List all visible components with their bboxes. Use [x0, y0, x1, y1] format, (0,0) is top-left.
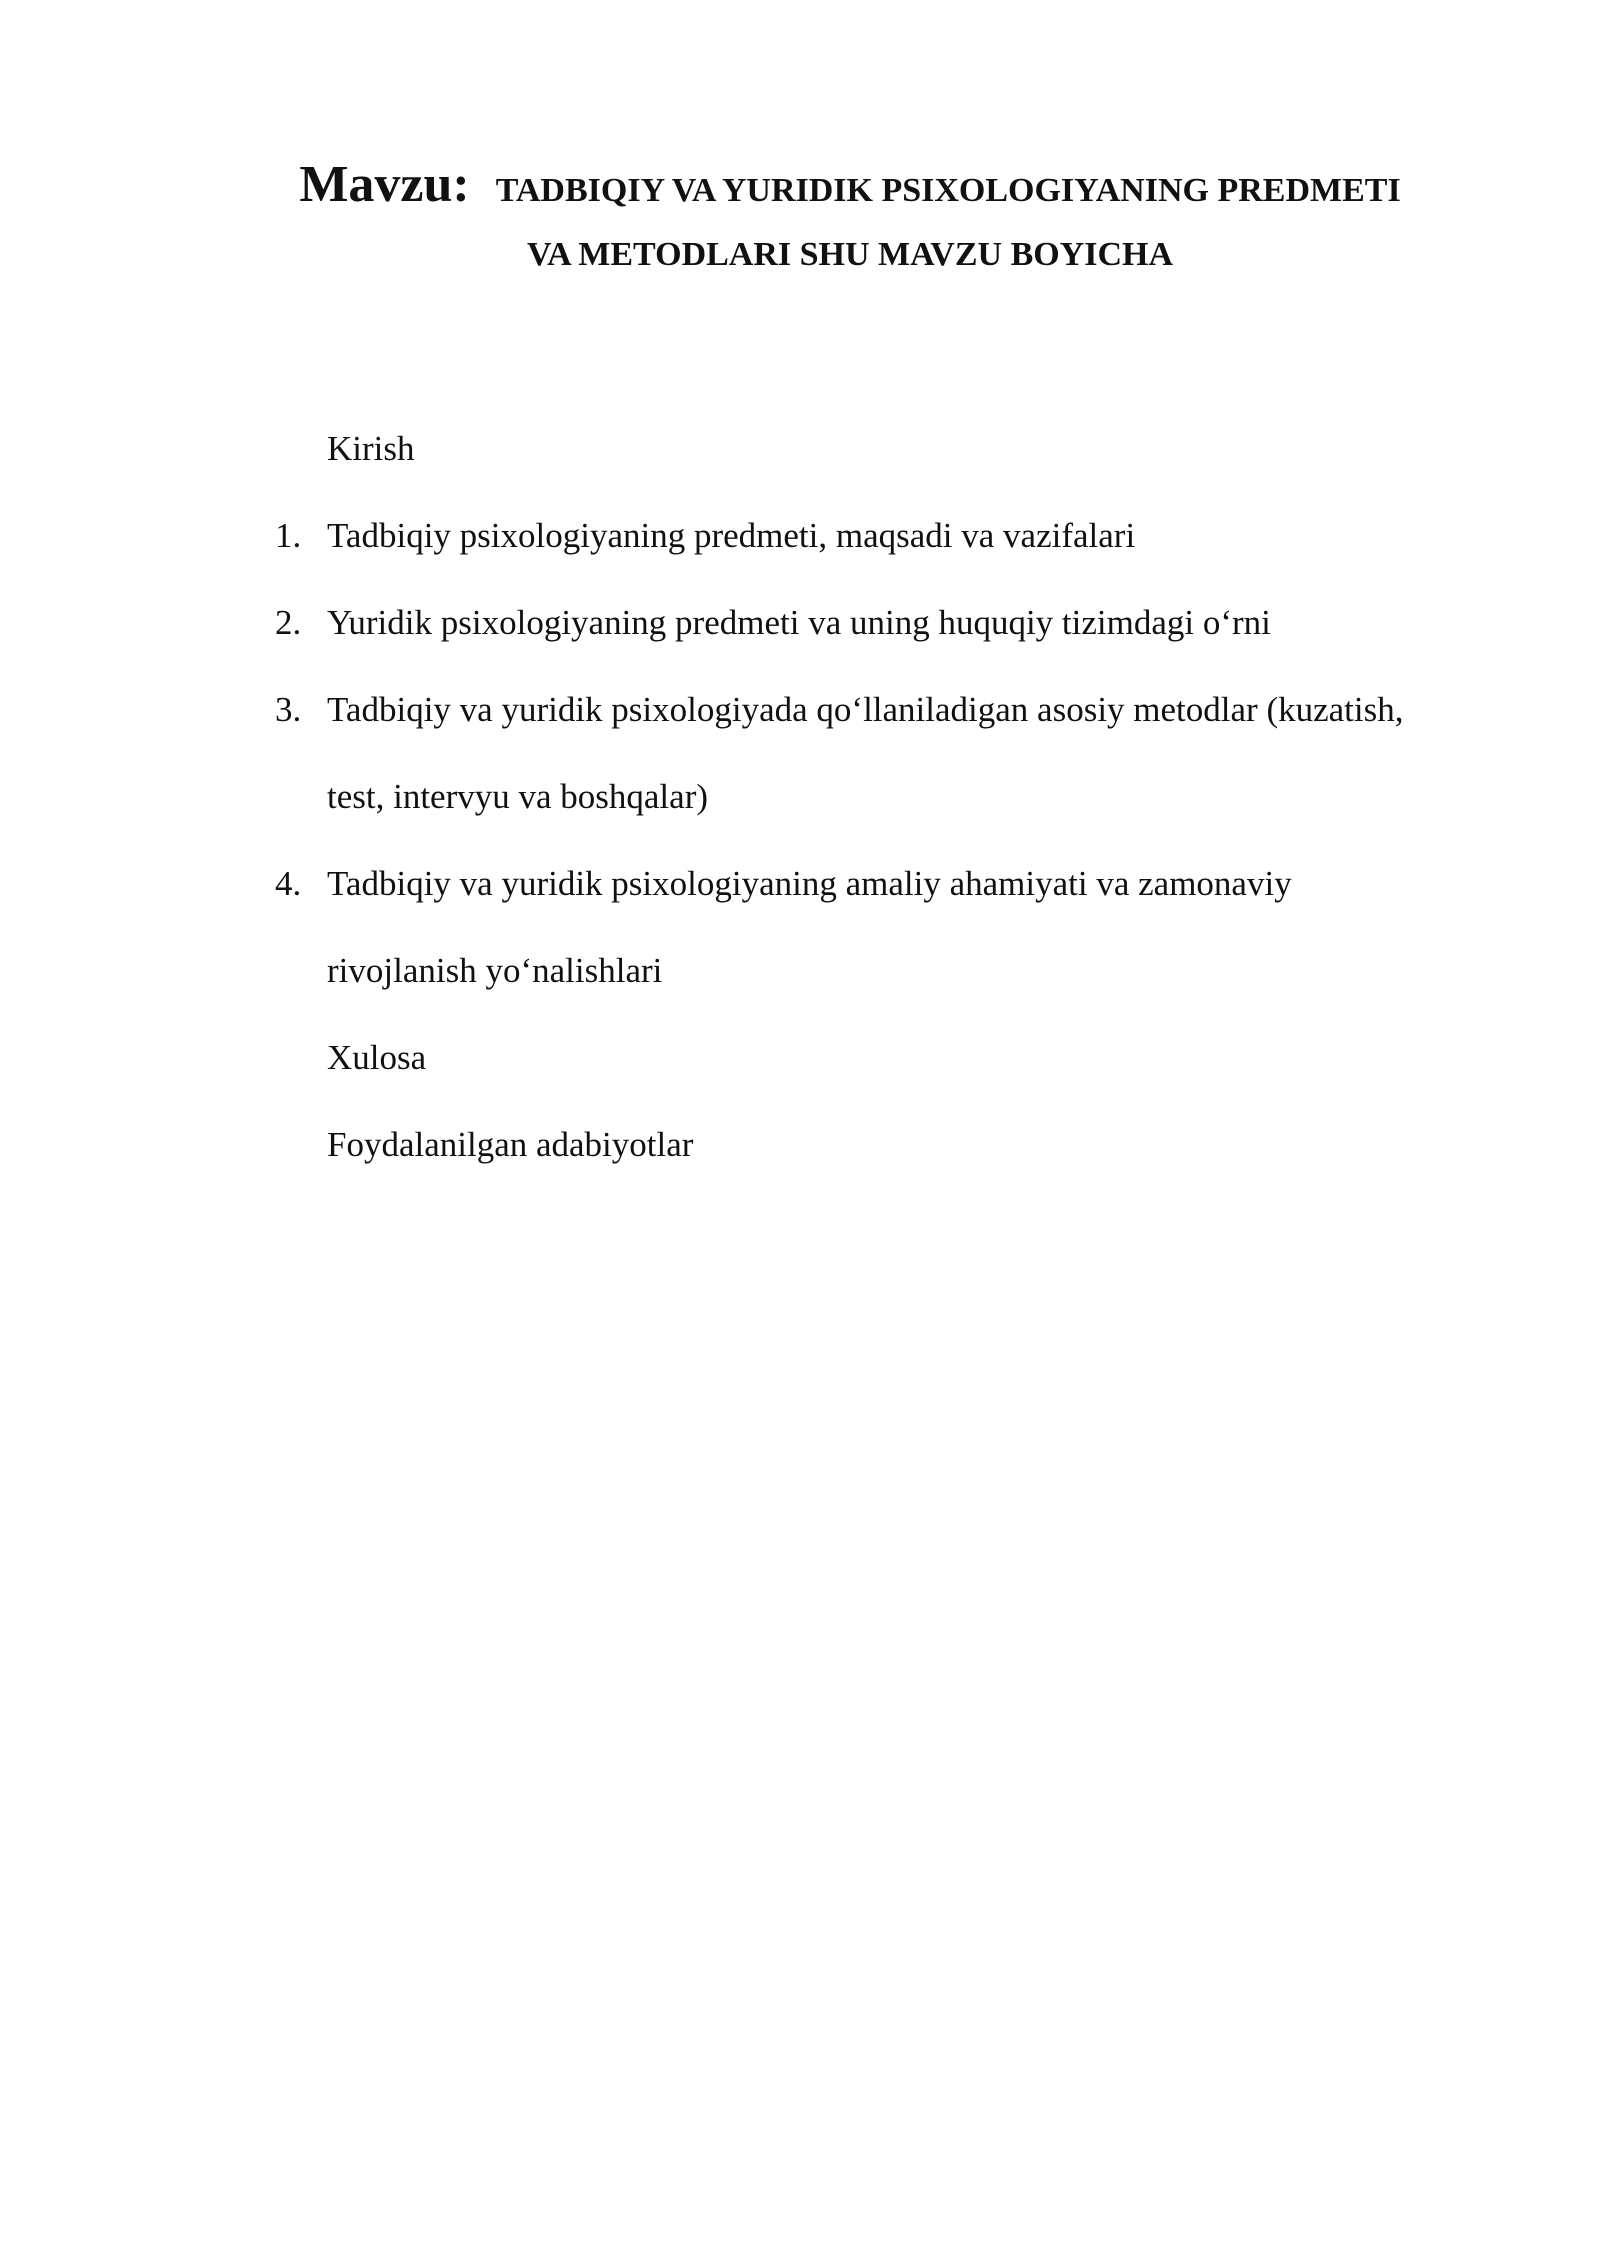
toc-item-number: 4. — [275, 864, 302, 903]
title-block — [200, 150, 1500, 290]
title-text-line-1: TADBIQIY VA YURIDIK PSIXOLOGIYANING PREDMETI — [495, 172, 1401, 209]
toc-item-text: Yuridik psixologiyaning predmeti va uning huquqiy tizimdagi o‘rni — [327, 603, 1271, 642]
title-label: Mavzu: — [299, 156, 470, 213]
table-of-contents — [275, 405, 1525, 1188]
toc-item-2 — [275, 579, 1525, 666]
toc-item-text: test, intervyu va boshqalar) — [327, 777, 709, 816]
toc-item-text: rivojlanish yo‘nalishlari — [327, 951, 663, 990]
toc-references-row — [275, 1101, 1525, 1188]
toc-spacer — [275, 405, 327, 492]
toc-item-text: Tadbiqiy va yuridik psixologiyada qo‘llaniladigan asosiy metodlar (kuzatish, — [327, 690, 1404, 729]
toc-item-3 — [275, 666, 1525, 753]
toc-item-text: Tadbiqiy psixologiyaning predmeti, maqsadi va vazifalari — [327, 516, 1136, 555]
toc-item-number: 2. — [275, 603, 302, 642]
toc-item-1 — [275, 492, 1525, 579]
toc-spacer — [275, 927, 327, 1014]
toc-references: Foydalanilgan adabiyotlar — [327, 1125, 694, 1164]
toc-conclusion: Xulosa — [327, 1038, 427, 1077]
toc-item-3-continuation — [275, 753, 1525, 840]
toc-spacer — [275, 1014, 327, 1101]
toc-item-4 — [275, 840, 1525, 927]
toc-spacer — [275, 753, 327, 840]
toc-spacer — [275, 1101, 327, 1188]
toc-item-4-continuation — [275, 927, 1525, 1014]
toc-item-number: 1. — [275, 516, 302, 555]
toc-conclusion-row — [275, 1014, 1525, 1101]
toc-intro: Kirish — [327, 429, 415, 468]
title-line-1 — [200, 150, 1500, 220]
toc-intro-row — [275, 405, 1525, 492]
title-text-line-2: VA METODLARI SHU MAVZU BOYICHA — [526, 236, 1174, 273]
toc-item-text: Tadbiqiy va yuridik psixologiyaning amaliy ahamiyati va zamonaviy — [327, 864, 1292, 903]
toc-item-number: 3. — [275, 690, 302, 729]
